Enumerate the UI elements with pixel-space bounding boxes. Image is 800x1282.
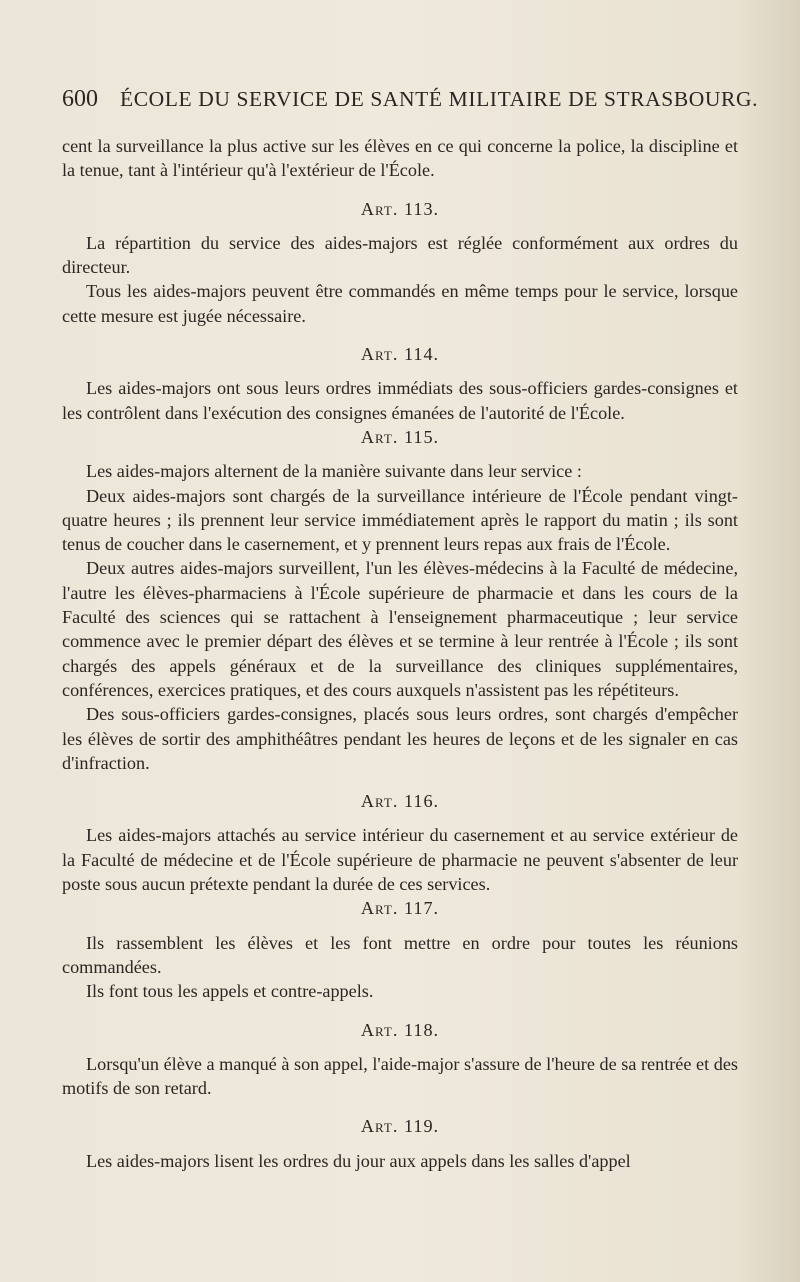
running-header [62, 86, 759, 113]
article-heading: Art. 116. [360, 791, 440, 812]
paragraph: Tous les aides-majors peuvent être commandés en même temps pour le service, lorsque cette mesure est jugée nécessaire. [62, 281, 738, 326]
article-heading: Art. 117. [360, 898, 440, 919]
article-heading: Art. 118. [360, 1019, 440, 1040]
paragraph: Ils rassemblent les élèves et les font mettre en ordre pour toutes les réunions commandées. [62, 932, 738, 977]
page-number: 600 [62, 86, 98, 112]
article-heading: Art. 119. [360, 1116, 440, 1137]
paragraph: cent la surveillance la plus active sur les élèves en ce qui concerne la police, la discipline et la tenue, tant à l'intérieur qu'à l'extérieur de l'École. [62, 136, 738, 181]
running-title: ÉCOLE DU SERVICE DE SANTÉ MILITAIRE DE STRASBOURG. [120, 87, 759, 111]
paragraph: Les aides-majors lisent les ordres du jour aux appels dans les salles d'appel [86, 1150, 631, 1171]
paragraph: Les aides-majors alternent de la manière suivante dans leur service : [86, 461, 582, 482]
paragraph: Deux autres aides-majors surveillent, l'un les élèves-médecins à la Faculté de médecine, l'autre les élèves-pharmaciens à l'École supérieure de pharmacie et dans les cours de la Faculté des sciences qui se rattachent à l'enseignement pharmaceutique ; leur service commence avec le premier départ des élèves et se termine à leur rentrée à l'École ; ils sont chargés des appels généraux et de la surveillance des cliniques supplémentaires, conférences, exercices pratiques, et des cours auxquels n'assistent pas les répétiteurs. [62, 558, 738, 700]
paragraph: Lorsqu'un élève a manqué à son appel, l'aide-major s'assure de l'heure de sa rentrée et des motifs de son retard. [62, 1053, 738, 1099]
paragraph: Les aides-majors ont sous leurs ordres immédiats des sous-officiers gardes-consignes et les contrôlent dans l'exécution des consignes émanées de l'autorité de l'École. [62, 378, 738, 423]
paragraph: Les aides-majors attachés au service intérieur du casernement et au service extérieur de la Faculté de médecine et de l'École supérieure de pharmacie ne peuvent s'absenter de leur poste sous aucun prétexte pendant la durée de ces services. [62, 825, 738, 895]
paragraph: La répartition du service des aides-majors est réglée conformément aux ordres du directeur. [62, 232, 738, 278]
paragraph: Ils font tous les appels et contre-appels. [86, 981, 374, 1002]
article-heading: Art. 114. [360, 344, 440, 365]
page-body [62, 134, 738, 1173]
paragraph: Deux aides-majors sont chargés de la surveillance intérieure de l'École pendant vingt-quatre heures ; ils prennent leur service immédiatement après le rapport du matin ; ils sont tenus de coucher dans le casernement, et y prennent leurs repas aux frais de l'École. [62, 485, 738, 555]
article-heading: Art. 113. [360, 198, 440, 219]
paragraph: Des sous-officiers gardes-consignes, placés sous leurs ordres, sont chargés d'empêcher les élèves de sortir des amphithéâtres pendant les heures de leçons et de les signaler en cas d'infraction. [62, 704, 738, 773]
article-heading: Art. 115. [360, 426, 440, 447]
